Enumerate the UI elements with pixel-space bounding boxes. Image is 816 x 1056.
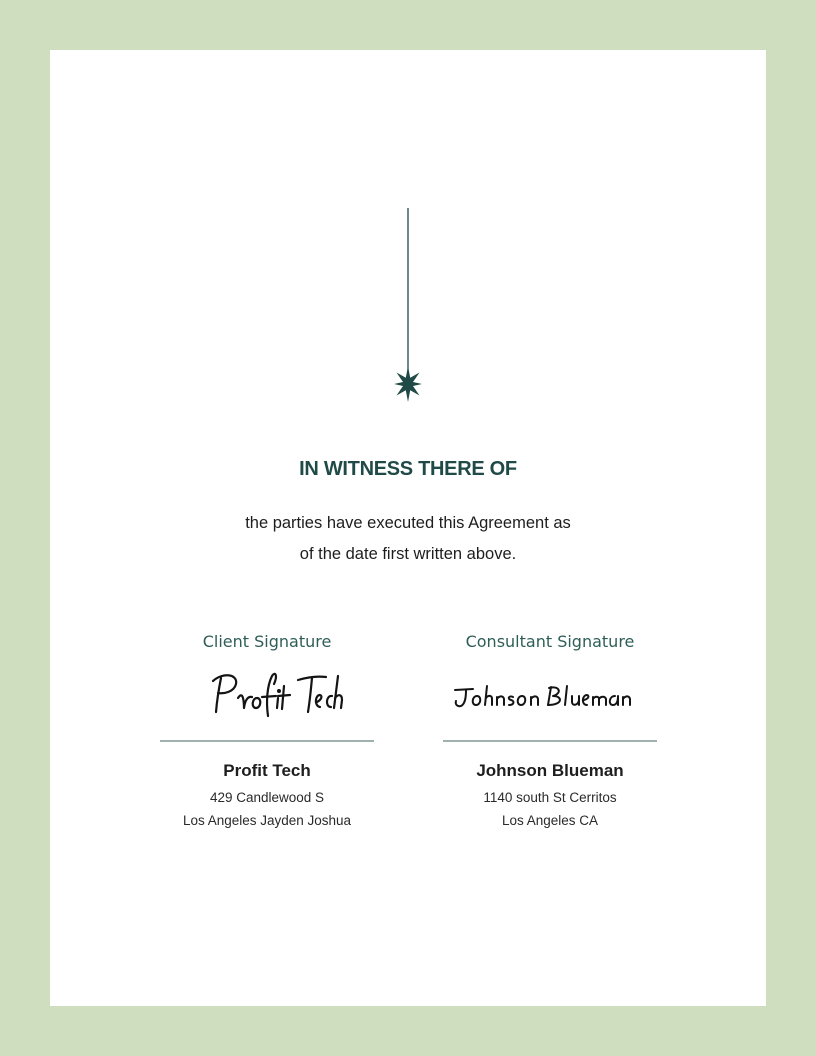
- consultant-signature-image: [443, 654, 657, 740]
- client-address-line-2: Los Angeles Jayden Joshua: [182, 813, 352, 828]
- consultant-signature-block: [443, 630, 657, 832]
- consultant-handwritten-signature: [443, 654, 657, 740]
- client-signature-block: [160, 630, 374, 832]
- witness-statement: [50, 508, 766, 570]
- witness-heading: IN WITNESS THERE OF: [299, 458, 517, 480]
- client-handwritten-signature: [160, 654, 374, 740]
- client-signature-label: Client Signature: [202, 632, 332, 651]
- consultant-address-line-2: Los Angeles CA: [501, 813, 599, 828]
- star-pendant-icon: [388, 206, 428, 406]
- witness-statement-line-2: of the date first written above.: [299, 545, 517, 563]
- consultant-address-line-1: 1140 south St Cerritos: [483, 790, 617, 805]
- consultant-signature-label: Consultant Signature: [465, 632, 635, 651]
- document-page: [50, 50, 766, 1006]
- client-address-line-1: 429 Candlewood S: [209, 790, 325, 805]
- client-signature-line: [160, 740, 374, 742]
- client-signature-image: [160, 654, 374, 740]
- witness-statement-line-1: the parties have executed this Agreement as: [245, 514, 571, 532]
- consultant-name: Johnson Blueman: [476, 761, 624, 780]
- client-name: Profit Tech: [223, 761, 311, 780]
- consultant-signature-line: [443, 740, 657, 742]
